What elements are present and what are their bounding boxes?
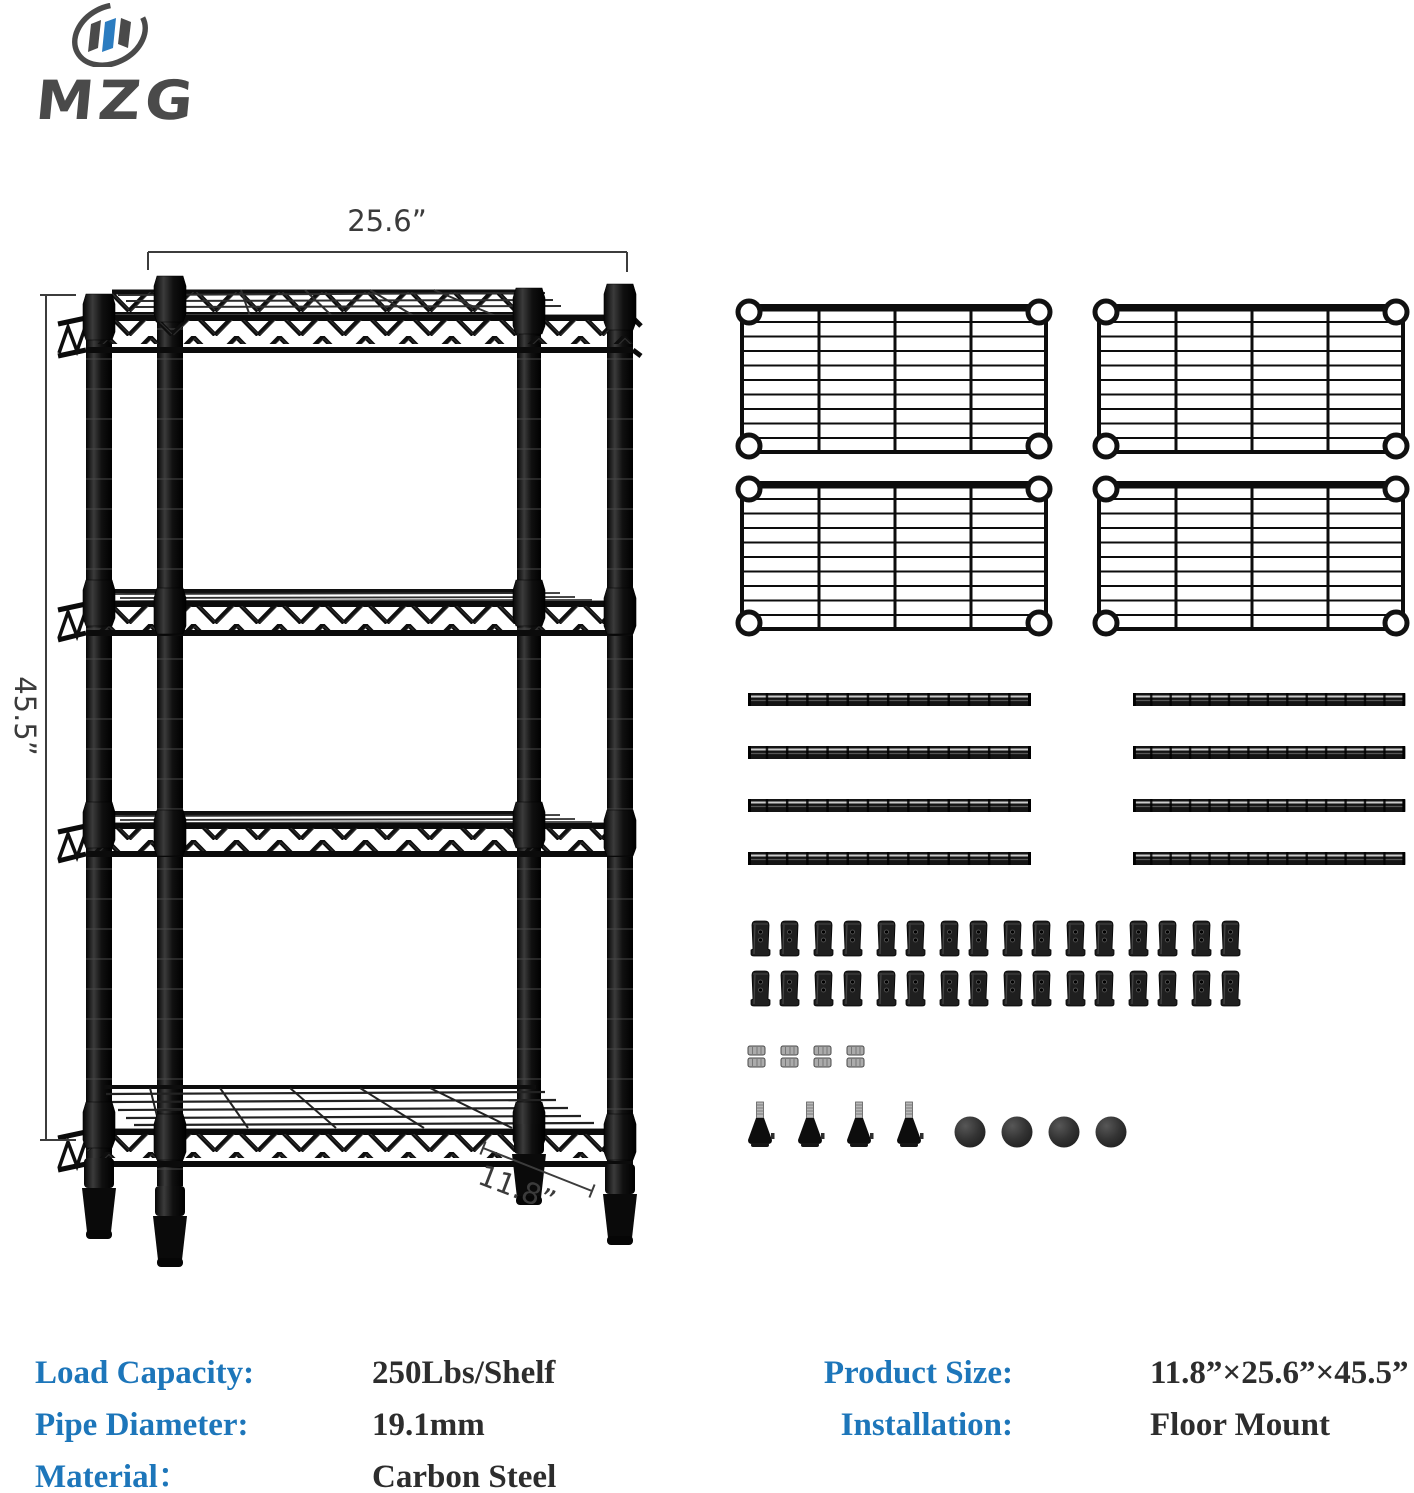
- pole-section-7: [1133, 799, 1405, 812]
- spec-label-product-size: Product Size:: [823, 1355, 1013, 1391]
- height-dimension-line: [40, 295, 76, 1140]
- brand-wordmark: MZG: [33, 69, 201, 132]
- spec-label-pipe-diameter: Pipe Diameter:: [35, 1407, 249, 1443]
- end-caps: [955, 1117, 1127, 1148]
- leveling-foot-1: [748, 1102, 775, 1147]
- brand-emblem-icon: [68, 3, 152, 67]
- width-dimension-label: 25.6”: [347, 204, 427, 238]
- sleeve-clips-row-2: [751, 971, 1240, 1006]
- spec-value-product-size: 11.8”×25.6”×45.5”: [1150, 1355, 1409, 1391]
- width-dimension-line: [148, 252, 627, 272]
- pole-section-4: [748, 852, 1031, 865]
- wire-shelf-panel-3: [738, 478, 1050, 634]
- pole-sections: [748, 693, 1405, 865]
- leveling-foot-2: [798, 1102, 825, 1147]
- wire-shelf-panel-1: [738, 301, 1050, 457]
- spec-value-material: Carbon Steel: [372, 1459, 557, 1493]
- spec-label-load-capacity: Load Capacity:: [35, 1355, 255, 1391]
- shelf-tier-2: [58, 591, 633, 640]
- shelf-tier-3: [58, 813, 633, 861]
- depth-dimension-label: 11.8”: [473, 1157, 561, 1219]
- pole-section-5: [1133, 693, 1405, 706]
- height-dimension-label: 45.5”: [8, 676, 42, 756]
- spec-value-load-capacity: 250Lbs/Shelf: [372, 1355, 556, 1391]
- leveling-foot-3: [847, 1102, 874, 1147]
- spec-label-installation: Installation:: [840, 1407, 1013, 1443]
- connector-4: [847, 1046, 864, 1067]
- end-cap-4: [1096, 1117, 1127, 1148]
- wire-shelf-panel-2: [1095, 301, 1407, 457]
- end-cap-2: [1002, 1117, 1033, 1148]
- brand-logo: [33, 2, 226, 142]
- spec-label-material: Material：: [35, 1459, 191, 1493]
- wire-shelf-panels: [738, 301, 1407, 634]
- leveling-foot-4: [897, 1102, 924, 1147]
- spec-value-installation: Floor Mount: [1150, 1407, 1330, 1443]
- wire-shelf-panel-4: [1095, 478, 1407, 634]
- pole-section-8: [1133, 852, 1405, 865]
- shelf-pole-back-right: [517, 296, 541, 1126]
- connectors: [748, 1046, 864, 1067]
- pole-section-6: [1133, 746, 1405, 759]
- shelf-unit-illustration: [20, 200, 670, 1275]
- shelf-pole-front-right: [607, 292, 633, 1166]
- parts-diagram: [735, 290, 1414, 1160]
- sleeve-clips: [751, 921, 1240, 1006]
- end-cap-3: [1049, 1117, 1080, 1148]
- pole-section-2: [748, 746, 1031, 759]
- pole-section-3: [748, 799, 1031, 812]
- connector-3: [814, 1046, 831, 1067]
- sleeve-clips-row-1: [751, 921, 1240, 956]
- shelf-tier-1: [58, 290, 641, 356]
- connector-1: [748, 1046, 765, 1067]
- spec-value-pipe-diameter: 19.1mm: [372, 1407, 485, 1443]
- shelf-pole-front-left: [157, 284, 183, 1186]
- leveling-feet: [748, 1102, 924, 1147]
- connector-2: [781, 1046, 798, 1067]
- pole-section-1: [748, 693, 1031, 706]
- shelf-tier-4: [58, 1087, 633, 1170]
- end-cap-1: [955, 1117, 986, 1148]
- shelf-pole-back-left: [86, 302, 112, 1160]
